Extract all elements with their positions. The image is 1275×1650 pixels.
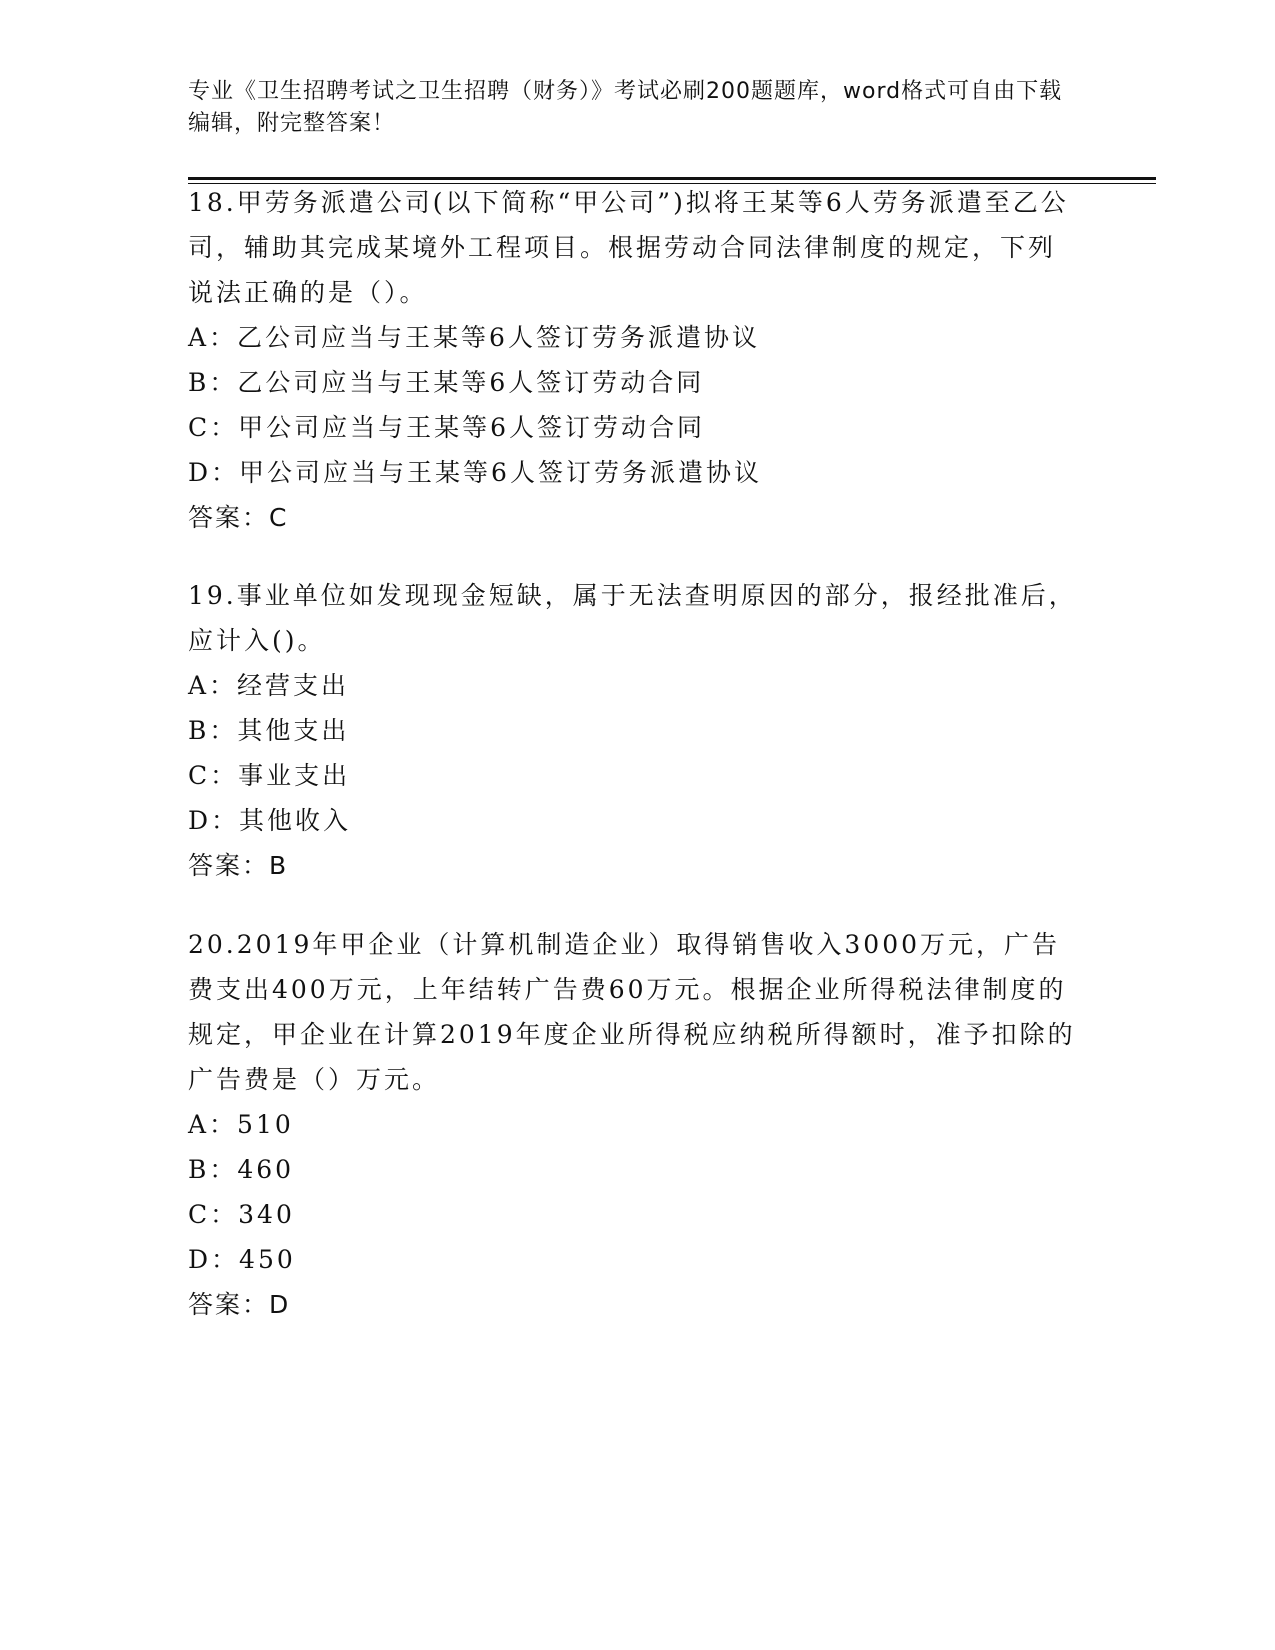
option-a: A：510 (188, 1110, 294, 1139)
answer: 答案：B (188, 851, 289, 880)
option-a: A：乙公司应当与王某等6人签订劳务派遣协议 (188, 323, 760, 352)
question-text: 20.2019年甲企业（计算机制造企业）取得销售收入3000万元，广告费支出400万元，上年结转广告费60万元。根据企业所得税法律制度的规定，甲企业在计算2019年度企业所得税应纳税所得额时，准予扣除的广告费是（）万元。 (188, 930, 1076, 1094)
option-a: A：经营支出 (188, 671, 350, 700)
question-text: 19.事业单位如发现现金短缺，属于无法查明原因的部分，报经批准后，应计入()。 (188, 581, 1077, 655)
question-text: 18.甲劳务派遣公司(以下简称“甲公司”)拟将王某等6人劳务派遣至乙公司，辅助其完成某境外工程项目。根据劳动合同法律制度的规定，下列说法正确的是（）。 (188, 188, 1069, 307)
option-d: D：其他收入 (188, 806, 352, 835)
question-18 (188, 180, 1078, 540)
answer: 答案：D (188, 1290, 291, 1319)
option-d: D：450 (188, 1245, 296, 1274)
answer: 答案：C (188, 503, 289, 532)
option-b: B：460 (188, 1155, 295, 1184)
option-c: C：340 (188, 1200, 295, 1229)
option-d: D：甲公司应当与王某等6人签订劳务派遣协议 (188, 458, 762, 487)
option-c: C：事业支出 (188, 761, 351, 790)
question-20 (188, 922, 1078, 1327)
option-b: B：其他支出 (188, 716, 350, 745)
option-b: B：乙公司应当与王某等6人签订劳动合同 (188, 368, 705, 397)
document-header: 专业《卫生招聘考试之卫生招聘（财务）》考试必刷200题题库，word格式可自由下载编辑，附完整答案！ (188, 79, 1063, 136)
option-c: C：甲公司应当与王某等6人签订劳动合同 (188, 413, 706, 442)
question-19 (188, 573, 1078, 888)
